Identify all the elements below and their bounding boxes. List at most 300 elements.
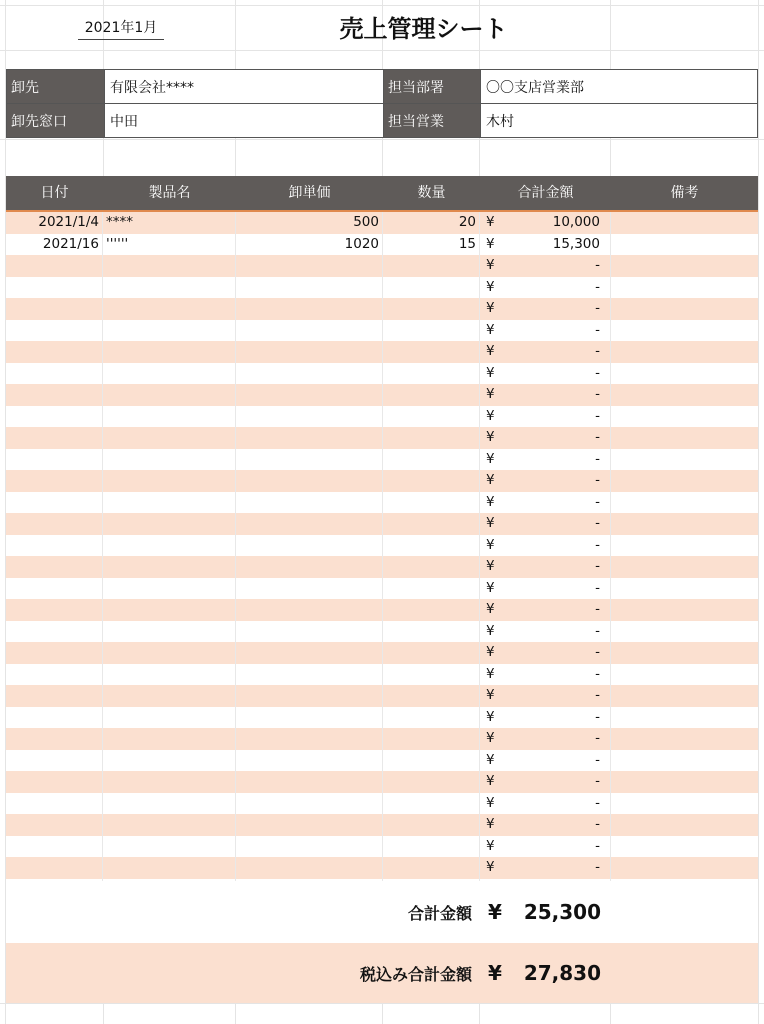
cell-quantity[interactable] <box>383 664 480 686</box>
table-row <box>6 234 758 256</box>
cell-amount[interactable] <box>480 449 611 471</box>
cell-amount[interactable] <box>480 234 611 256</box>
currency-symbol: ¥ <box>486 214 495 230</box>
cell-date[interactable] <box>6 750 103 772</box>
currency-symbol: ¥ <box>486 601 495 617</box>
cell-quantity[interactable] <box>383 363 480 385</box>
amount-value: - <box>595 364 600 381</box>
cell-amount[interactable] <box>480 685 611 707</box>
table-row <box>6 556 758 578</box>
table-row <box>6 427 758 449</box>
currency-symbol: ¥ <box>486 278 495 295</box>
cell-unit-price[interactable] <box>236 621 383 643</box>
cell-product[interactable] <box>103 513 236 535</box>
cell-product[interactable] <box>103 341 236 363</box>
cell-unit-price[interactable] <box>236 384 383 406</box>
cell-quantity[interactable] <box>383 470 480 492</box>
info-row-2 <box>6 104 758 138</box>
cell-date[interactable] <box>6 277 103 299</box>
cell-unit-price[interactable]: 500 <box>236 212 383 234</box>
cell-product[interactable] <box>103 556 236 578</box>
gridline <box>0 5 764 6</box>
gridline <box>758 0 759 1024</box>
cell-date[interactable] <box>6 857 103 879</box>
currency-symbol: ¥ <box>486 343 495 359</box>
cell-unit-price[interactable] <box>236 857 383 879</box>
tax-total-label: 税込み合計金額 <box>359 964 472 984</box>
cell-note[interactable] <box>611 664 758 686</box>
amount-value: - <box>595 450 600 467</box>
cell-note[interactable] <box>611 535 758 557</box>
cell-unit-price[interactable] <box>236 535 383 557</box>
cell-amount[interactable] <box>480 212 611 234</box>
currency-symbol: ¥ <box>486 622 495 639</box>
cell-date[interactable] <box>6 771 103 793</box>
cell-unit-price[interactable] <box>236 578 383 600</box>
currency-symbol: ¥ <box>486 859 495 875</box>
amount-value: - <box>595 708 600 725</box>
cell-quantity[interactable] <box>383 857 480 879</box>
amount-value: - <box>595 386 600 402</box>
cell-unit-price[interactable] <box>236 814 383 836</box>
cell-unit-price[interactable] <box>236 685 383 707</box>
cell-amount[interactable] <box>480 341 611 363</box>
cell-note[interactable] <box>611 320 758 342</box>
cell-date[interactable] <box>6 642 103 664</box>
cell-product[interactable] <box>103 255 236 277</box>
cell-quantity[interactable] <box>383 535 480 557</box>
currency-symbol: ¥ <box>486 816 495 832</box>
cell-date[interactable] <box>6 664 103 686</box>
cell-amount[interactable] <box>480 578 611 600</box>
table-row <box>6 664 758 686</box>
amount-value: - <box>595 558 600 574</box>
cell-quantity[interactable] <box>383 449 480 471</box>
cell-unit-price[interactable] <box>236 492 383 514</box>
cell-product[interactable] <box>103 771 236 793</box>
cell-product[interactable] <box>103 277 236 299</box>
cell-quantity[interactable] <box>383 793 480 815</box>
cell-quantity[interactable] <box>383 556 480 578</box>
cell-note[interactable] <box>611 707 758 729</box>
cell-unit-price[interactable] <box>236 664 383 686</box>
amount-value: - <box>595 751 600 768</box>
cell-amount[interactable] <box>480 277 611 299</box>
table-row <box>6 449 758 471</box>
currency-symbol: ¥ <box>486 579 495 596</box>
cell-date[interactable] <box>6 320 103 342</box>
table-row <box>6 298 758 320</box>
cell-note[interactable] <box>611 363 758 385</box>
cell-date[interactable]: 2021/1/4 <box>6 212 103 234</box>
table-row <box>6 857 758 879</box>
currency-symbol: ¥ <box>486 257 495 273</box>
cell-product[interactable] <box>103 793 236 815</box>
amount-value: - <box>595 859 600 875</box>
cell-note[interactable] <box>611 556 758 578</box>
cell-unit-price[interactable] <box>236 341 383 363</box>
cell-date[interactable] <box>6 728 103 750</box>
department-value[interactable]: 〇〇支店営業部 <box>480 70 757 103</box>
sheet-title[interactable]: 売上管理シート <box>339 15 508 43</box>
cell-note[interactable] <box>611 492 758 514</box>
table-row <box>6 793 758 815</box>
cell-note[interactable] <box>611 298 758 320</box>
cell-quantity[interactable] <box>383 707 480 729</box>
currency-symbol: ¥ <box>486 321 495 338</box>
currency-symbol: ¥ <box>486 407 495 424</box>
cell-product[interactable] <box>103 642 236 664</box>
cell-note[interactable] <box>611 642 758 664</box>
cell-date[interactable] <box>6 384 103 406</box>
cell-unit-price[interactable] <box>236 320 383 342</box>
cell-date[interactable] <box>6 298 103 320</box>
cell-quantity[interactable] <box>383 277 480 299</box>
wholesaler-value[interactable]: 有限会社**** <box>104 70 383 103</box>
currency-symbol: ¥ <box>486 687 495 703</box>
cell-amount[interactable] <box>480 427 611 449</box>
amount-value: - <box>595 257 600 273</box>
cell-quantity[interactable]: 15 <box>383 234 480 256</box>
table-row <box>6 535 758 557</box>
column-header-product[interactable]: 製品名 <box>148 185 191 201</box>
amount-value: - <box>595 472 600 488</box>
currency-symbol: ¥ <box>486 665 495 682</box>
cell-note[interactable] <box>611 814 758 836</box>
cell-amount[interactable] <box>480 621 611 643</box>
amount-value: - <box>595 515 600 531</box>
cell-quantity[interactable] <box>383 814 480 836</box>
cell-amount[interactable] <box>480 363 611 385</box>
cell-unit-price[interactable] <box>236 406 383 428</box>
cell-quantity[interactable] <box>383 728 480 750</box>
cell-note[interactable] <box>611 793 758 815</box>
amount-value: - <box>595 343 600 359</box>
cell-product[interactable] <box>103 750 236 772</box>
cell-amount[interactable] <box>480 771 611 793</box>
currency-symbol: ¥ <box>486 364 495 381</box>
cell-product[interactable] <box>103 578 236 600</box>
cell-amount[interactable] <box>480 814 611 836</box>
cell-amount[interactable] <box>480 406 611 428</box>
cell-product[interactable] <box>103 320 236 342</box>
contact-label: 卸先窓口 <box>7 104 104 137</box>
currency-symbol: ¥ <box>486 493 495 510</box>
cell-unit-price[interactable] <box>236 707 383 729</box>
currency-symbol: ¥ <box>486 300 495 316</box>
cell-quantity[interactable] <box>383 406 480 428</box>
cell-amount[interactable] <box>480 255 611 277</box>
cell-quantity[interactable] <box>383 642 480 664</box>
cell-quantity[interactable] <box>383 492 480 514</box>
currency-symbol: ¥ <box>486 773 495 789</box>
total-row <box>6 881 758 943</box>
cell-product[interactable] <box>103 857 236 879</box>
cell-amount[interactable] <box>480 836 611 858</box>
wholesaler-label: 卸先 <box>7 70 104 103</box>
amount-value: 15,300 <box>552 235 600 252</box>
column-header-unit-price[interactable]: 卸単価 <box>288 185 331 201</box>
amount-value: - <box>595 493 600 510</box>
cell-date[interactable] <box>6 556 103 578</box>
cell-unit-price[interactable] <box>236 513 383 535</box>
amount-value: - <box>595 665 600 682</box>
cell-unit-price[interactable]: 1020 <box>236 234 383 256</box>
table-row <box>6 685 758 707</box>
column-header-date[interactable]: 日付 <box>40 185 69 201</box>
currency-symbol: ¥ <box>486 644 495 660</box>
cell-product[interactable] <box>103 814 236 836</box>
currency-symbol: ¥ <box>486 536 495 553</box>
sales-rep-value[interactable]: 木村 <box>480 104 757 137</box>
table-row <box>6 406 758 428</box>
currency-symbol: ¥ <box>486 235 495 252</box>
tax-total-value: 27,830 <box>523 961 601 985</box>
cell-date[interactable] <box>6 599 103 621</box>
cell-product[interactable] <box>103 449 236 471</box>
amount-value: - <box>595 837 600 854</box>
cell-amount[interactable] <box>480 298 611 320</box>
cell-date[interactable] <box>6 707 103 729</box>
cell-date[interactable] <box>6 685 103 707</box>
amount-value: - <box>595 579 600 596</box>
cell-date[interactable] <box>6 535 103 557</box>
currency-symbol: ¥ <box>486 450 495 467</box>
department-label: 担当部署 <box>383 70 480 103</box>
cell-note[interactable] <box>611 406 758 428</box>
cell-product[interactable] <box>103 406 236 428</box>
cell-quantity[interactable] <box>383 836 480 858</box>
cell-product[interactable] <box>103 492 236 514</box>
cell-quantity[interactable] <box>383 255 480 277</box>
sales-rep-label: 担当営業 <box>383 104 480 137</box>
cell-unit-price[interactable] <box>236 470 383 492</box>
amount-value: - <box>595 300 600 316</box>
total-amount[interactable] <box>480 900 611 924</box>
cell-note[interactable] <box>611 513 758 535</box>
cell-product[interactable] <box>103 599 236 621</box>
cell-amount[interactable] <box>480 793 611 815</box>
table-row <box>6 728 758 750</box>
total-label: 合計金額 <box>407 903 472 923</box>
cell-amount[interactable] <box>480 470 611 492</box>
currency-symbol: ¥ <box>486 730 495 746</box>
cell-note[interactable] <box>611 234 758 256</box>
cell-product[interactable]: **** <box>103 212 236 234</box>
gridline <box>0 139 764 140</box>
cell-quantity[interactable] <box>383 298 480 320</box>
cell-date[interactable] <box>6 255 103 277</box>
cell-product[interactable] <box>103 685 236 707</box>
cell-quantity[interactable] <box>383 750 480 772</box>
cell-product[interactable] <box>103 427 236 449</box>
cell-note[interactable] <box>611 384 758 406</box>
table-row <box>6 513 758 535</box>
column-header-note[interactable]: 備考 <box>670 185 699 201</box>
cell-note[interactable] <box>611 277 758 299</box>
amount-value: - <box>595 321 600 338</box>
cell-amount[interactable] <box>480 556 611 578</box>
cell-unit-price[interactable] <box>236 793 383 815</box>
cell-note[interactable] <box>611 578 758 600</box>
amount-value: - <box>595 429 600 445</box>
contact-value[interactable]: 中田 <box>104 104 383 137</box>
cell-note[interactable] <box>611 341 758 363</box>
cell-unit-price[interactable] <box>236 750 383 772</box>
tax-total-amount[interactable] <box>480 961 611 985</box>
cell-product[interactable] <box>103 384 236 406</box>
amount-value: - <box>595 816 600 832</box>
cell-amount[interactable] <box>480 599 611 621</box>
cell-product[interactable] <box>103 363 236 385</box>
cell-amount[interactable] <box>480 513 611 535</box>
cell-product[interactable] <box>103 836 236 858</box>
cell-product[interactable] <box>103 621 236 643</box>
cell-note[interactable] <box>611 750 758 772</box>
cell-unit-price[interactable] <box>236 556 383 578</box>
cell-amount[interactable] <box>480 728 611 750</box>
cell-date[interactable] <box>6 449 103 471</box>
table-row <box>6 470 758 492</box>
cell-note[interactable] <box>611 621 758 643</box>
amount-value: - <box>595 773 600 789</box>
table-row <box>6 771 758 793</box>
column-header-amount[interactable]: 合計金額 <box>517 185 574 201</box>
cell-product[interactable] <box>103 535 236 557</box>
cell-unit-price[interactable] <box>236 449 383 471</box>
cell-amount[interactable] <box>480 535 611 557</box>
month-label[interactable]: 2021年1月 <box>78 17 164 40</box>
cell-unit-price[interactable] <box>236 298 383 320</box>
amount-value: - <box>595 407 600 424</box>
cell-unit-price[interactable] <box>236 728 383 750</box>
cell-date[interactable] <box>6 406 103 428</box>
cell-note[interactable] <box>611 685 758 707</box>
cell-quantity[interactable] <box>383 384 480 406</box>
cell-unit-price[interactable] <box>236 363 383 385</box>
cell-date[interactable] <box>6 341 103 363</box>
currency-symbol: ¥ <box>486 794 495 811</box>
cell-date[interactable] <box>6 621 103 643</box>
currency-symbol: ¥ <box>486 515 495 531</box>
cell-date[interactable] <box>6 427 103 449</box>
cell-note[interactable] <box>611 449 758 471</box>
cell-date[interactable] <box>6 492 103 514</box>
cell-note[interactable] <box>611 771 758 793</box>
amount-value: - <box>595 730 600 746</box>
cell-note[interactable] <box>611 255 758 277</box>
cell-amount[interactable] <box>480 642 611 664</box>
cell-unit-price[interactable] <box>236 836 383 858</box>
cell-unit-price[interactable] <box>236 599 383 621</box>
cell-quantity[interactable] <box>383 341 480 363</box>
cell-note[interactable] <box>611 836 758 858</box>
cell-product[interactable] <box>103 664 236 686</box>
cell-note[interactable] <box>611 728 758 750</box>
cell-product[interactable] <box>103 298 236 320</box>
cell-date[interactable] <box>6 363 103 385</box>
cell-note[interactable] <box>611 212 758 234</box>
amount-value: - <box>595 644 600 660</box>
currency-symbol: ¥ <box>486 472 495 488</box>
currency-symbol: ¥ <box>486 558 495 574</box>
cell-unit-price[interactable] <box>236 642 383 664</box>
column-header-quantity[interactable]: 数量 <box>417 185 446 201</box>
cell-unit-price[interactable] <box>236 277 383 299</box>
table-row <box>6 621 758 643</box>
cell-note[interactable] <box>611 599 758 621</box>
table-row <box>6 707 758 729</box>
table-row <box>6 255 758 277</box>
cell-product[interactable] <box>103 470 236 492</box>
table-row <box>6 642 758 664</box>
amount-value: - <box>595 622 600 639</box>
cell-date[interactable] <box>6 578 103 600</box>
currency-symbol: ¥ <box>486 837 495 854</box>
table-header <box>6 176 758 212</box>
cell-note[interactable] <box>611 857 758 879</box>
cell-date[interactable] <box>6 836 103 858</box>
currency-symbol: ¥ <box>486 708 495 725</box>
cell-quantity[interactable] <box>383 621 480 643</box>
cell-amount[interactable] <box>480 492 611 514</box>
cell-date[interactable] <box>6 814 103 836</box>
amount-value: - <box>595 601 600 617</box>
cell-quantity[interactable] <box>383 513 480 535</box>
cell-quantity[interactable] <box>383 599 480 621</box>
currency-symbol: ¥ <box>488 961 502 985</box>
cell-amount[interactable] <box>480 664 611 686</box>
cell-quantity[interactable] <box>383 771 480 793</box>
currency-symbol: ¥ <box>486 386 495 402</box>
cell-quantity[interactable] <box>383 320 480 342</box>
currency-symbol: ¥ <box>488 900 502 924</box>
cell-note[interactable] <box>611 470 758 492</box>
cell-date[interactable] <box>6 793 103 815</box>
cell-date[interactable] <box>6 470 103 492</box>
cell-amount[interactable] <box>480 320 611 342</box>
cell-unit-price[interactable] <box>236 255 383 277</box>
table-row <box>6 277 758 299</box>
cell-date[interactable] <box>6 513 103 535</box>
table-body <box>6 212 758 900</box>
table-row <box>6 212 758 234</box>
cell-date[interactable]: 2021/16 <box>6 234 103 256</box>
cell-unit-price[interactable] <box>236 427 383 449</box>
currency-symbol: ¥ <box>486 429 495 445</box>
cell-quantity[interactable] <box>383 427 480 449</box>
cell-quantity[interactable] <box>383 685 480 707</box>
cell-amount[interactable] <box>480 384 611 406</box>
cell-unit-price[interactable] <box>236 771 383 793</box>
cell-product[interactable]: '''''' <box>103 234 236 256</box>
cell-product[interactable] <box>103 707 236 729</box>
table-row <box>6 578 758 600</box>
cell-amount[interactable] <box>480 750 611 772</box>
info-row-1 <box>6 69 758 104</box>
cell-amount[interactable] <box>480 707 611 729</box>
cell-product[interactable] <box>103 728 236 750</box>
amount-value: - <box>595 536 600 553</box>
cell-quantity[interactable]: 20 <box>383 212 480 234</box>
cell-amount[interactable] <box>480 857 611 879</box>
cell-note[interactable] <box>611 427 758 449</box>
amount-value: - <box>595 794 600 811</box>
tax-total-row <box>6 943 758 1003</box>
table-row <box>6 341 758 363</box>
gridline <box>0 1003 764 1004</box>
cell-quantity[interactable] <box>383 578 480 600</box>
